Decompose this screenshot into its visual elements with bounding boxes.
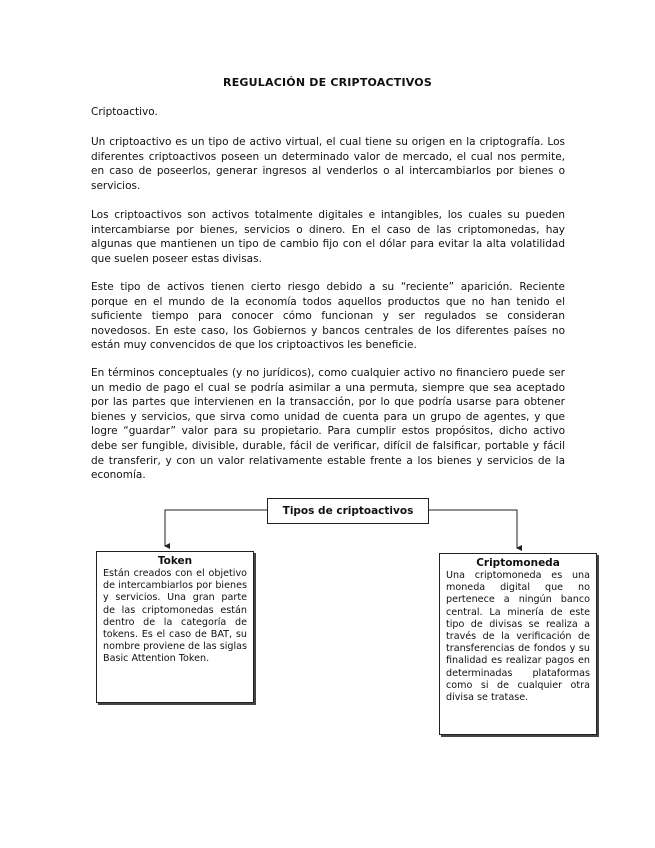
- paragraph-1: Un criptoactivo es un tipo de activo virtual, el cual tiene su origen en la criptografía. Los diferentes criptoactivos poseen un determinado valor de mercado, el cual nos permite, en caso de poseerlos, generar ingresos al venderlos o al intercambiarlos por bienes o servicios.: [91, 136, 565, 192]
- document-title: REGULACIÓN DE CRIPTOACTIVOS: [223, 76, 432, 89]
- connector-right: [428, 510, 517, 548]
- paragraph-4: En términos conceptuales (y no jurídicos), como cualquier activo no financiero puede ser un medio de pago el cual se podría asimilar a una permuta, siempre que sea aceptado por las partes que intervienen en la transacción, por lo que podría usarse para obtener bienes y servicios, que sirva como unidad de cuenta para un grupo de agentes, y que logre “guardar” valor para su propietario. Para cumplir estos propósitos, dicho activo debe ser fungible, divisible, durable, fácil de verificar, difícil de falsificar, portable y fácil de transferir, y con un valor relativamente estable frente a los bienes y servicios de la economía.: [91, 367, 565, 482]
- criptomoneda-heading: Criptomoneda: [476, 557, 560, 569]
- paragraph-3: Este tipo de activos tienen cierto riesgo debido a su “reciente” aparición. Reciente porque en el mundo de la economía todos aquellos productos que no han tenido el suficiente tiempo para conocer cómo funcionan y ser regulados se consideran novedosos. En este caso, los Gobiernos y bancos centrales de los diferentes países no están muy convencidos de que los criptoactivos les beneficie.: [91, 281, 565, 352]
- diagram-center-box: Tipos de criptoactivos: [267, 498, 429, 524]
- token-heading: Token: [157, 555, 193, 567]
- token-box: [96, 551, 254, 703]
- section-subtitle: Criptoactivo.: [91, 106, 158, 118]
- connector-left: [165, 510, 267, 546]
- criptomoneda-box: [439, 553, 597, 735]
- paragraph-2: Los criptoactivos son activos totalmente digitales e intangibles, los cuales su pueden intercambiarse por bienes, servicios o dinero. En el caso de las criptomonedas, hay algunas que mantienen un tipo de cambio fijo con el dólar para evitar la alta volatilidad que suelen poseer estas divisas.: [91, 209, 565, 265]
- token-text: Están creados con el objetivo de intercambiarlos por bienes y servicios. Una gran parte de las criptomonedas están dentro de la categoría de tokens. Es el caso de BAT, su nombre proviene de las siglas Basic Attention Token.: [103, 568, 247, 665]
- criptomoneda-text: Una criptomoneda es una moneda digital que no pertenece a ningún banco central. La minería de este tipo de divisas se realiza a través de la verificación de transferencias de fondos y su finalidad es realizar pagos en determinadas plataformas como si de cualquier otra divisa se tratase.: [446, 570, 590, 704]
